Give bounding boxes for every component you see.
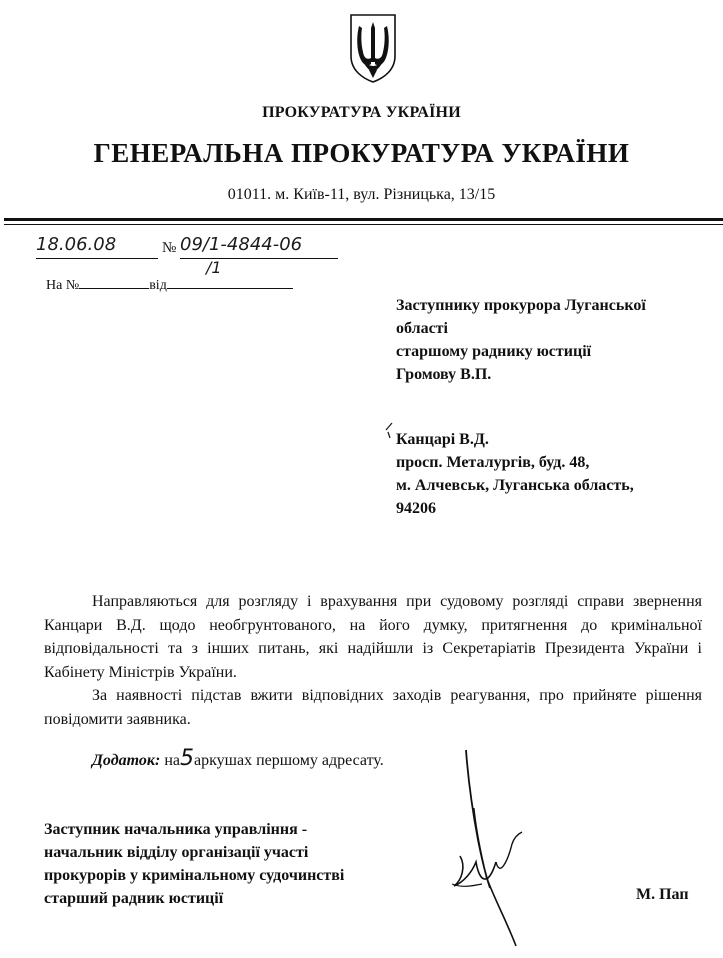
reply-number-blank <box>79 276 149 289</box>
body-paragraph: За наявності підстав вжити відповідних заходів реагування, про прийняте рішення повідомити заявника. <box>44 687 702 728</box>
addressee-line: області <box>396 320 448 337</box>
reply-date-blank <box>167 276 293 289</box>
signatory-title-line: начальник відділу організації участі <box>44 844 309 861</box>
registration-number: 09/1-4844-06 <box>180 234 338 259</box>
signatory-title <box>44 818 344 910</box>
reply-date-label: від <box>149 278 167 293</box>
signatory-title-line: прокурорів у кримінальному судочинстві <box>44 867 345 884</box>
body-paragraph: Направляються для розгляду і врахування при судовому розгляді справи звернення Канцари В.Д. щодо необгрунтованого, на його думку, притягнення до кримінальної відповідальності та з інших питань, які надійшли із Секретаріатів Президента України і Кабінету Міністрів України. <box>44 593 702 681</box>
header-divider-thick <box>4 218 723 221</box>
organization-address: 01011. м. Київ-11, вул. Різницька, 13/15 <box>227 186 496 203</box>
attachment-prefix: на <box>164 752 180 769</box>
registration-date: 18.06.08 <box>36 234 158 259</box>
addressee-line: м. Алчевськ, Луганська область, <box>396 477 634 494</box>
letter-body <box>44 590 702 731</box>
addressee-line: старшому раднику юстиції <box>396 343 592 360</box>
addressee-prosecutor <box>396 294 716 386</box>
attachment-line <box>92 746 384 771</box>
organization-full-name: ГЕНЕРАЛЬНА ПРОКУРАТУРА УКРАЇНИ <box>93 138 630 168</box>
addressee-applicant <box>396 428 716 520</box>
addressee-line: Громову В.П. <box>396 366 492 383</box>
attachment-count: 5 <box>180 746 194 771</box>
addressee-line: Канцарі В.Д. <box>396 431 489 448</box>
signatory-title-line: старший радник юстиції <box>44 890 224 907</box>
reply-number-label: На № <box>46 278 80 293</box>
coat-of-arms-icon <box>348 12 398 84</box>
signatory-title-line: Заступник начальника управління - <box>44 821 308 838</box>
attachment-suffix: аркушах першому адресату. <box>194 752 384 769</box>
signatory-name: М. Пап <box>636 886 689 903</box>
attachment-label: Додаток: <box>92 752 161 769</box>
header-divider-thin <box>4 224 723 225</box>
addressee-line: Заступнику прокурора Луганської <box>396 297 646 314</box>
addressee-line: просп. Металургів, буд. 48, <box>396 454 590 471</box>
handwritten-signature <box>438 748 538 948</box>
organization-name: ПРОКУРАТУРА УКРАЇНИ <box>262 104 461 121</box>
reply-reference-line <box>46 276 293 294</box>
registration-number-label: № <box>162 240 177 256</box>
addressee-line: 94206 <box>396 500 436 517</box>
registration-note: /1 <box>206 258 222 277</box>
